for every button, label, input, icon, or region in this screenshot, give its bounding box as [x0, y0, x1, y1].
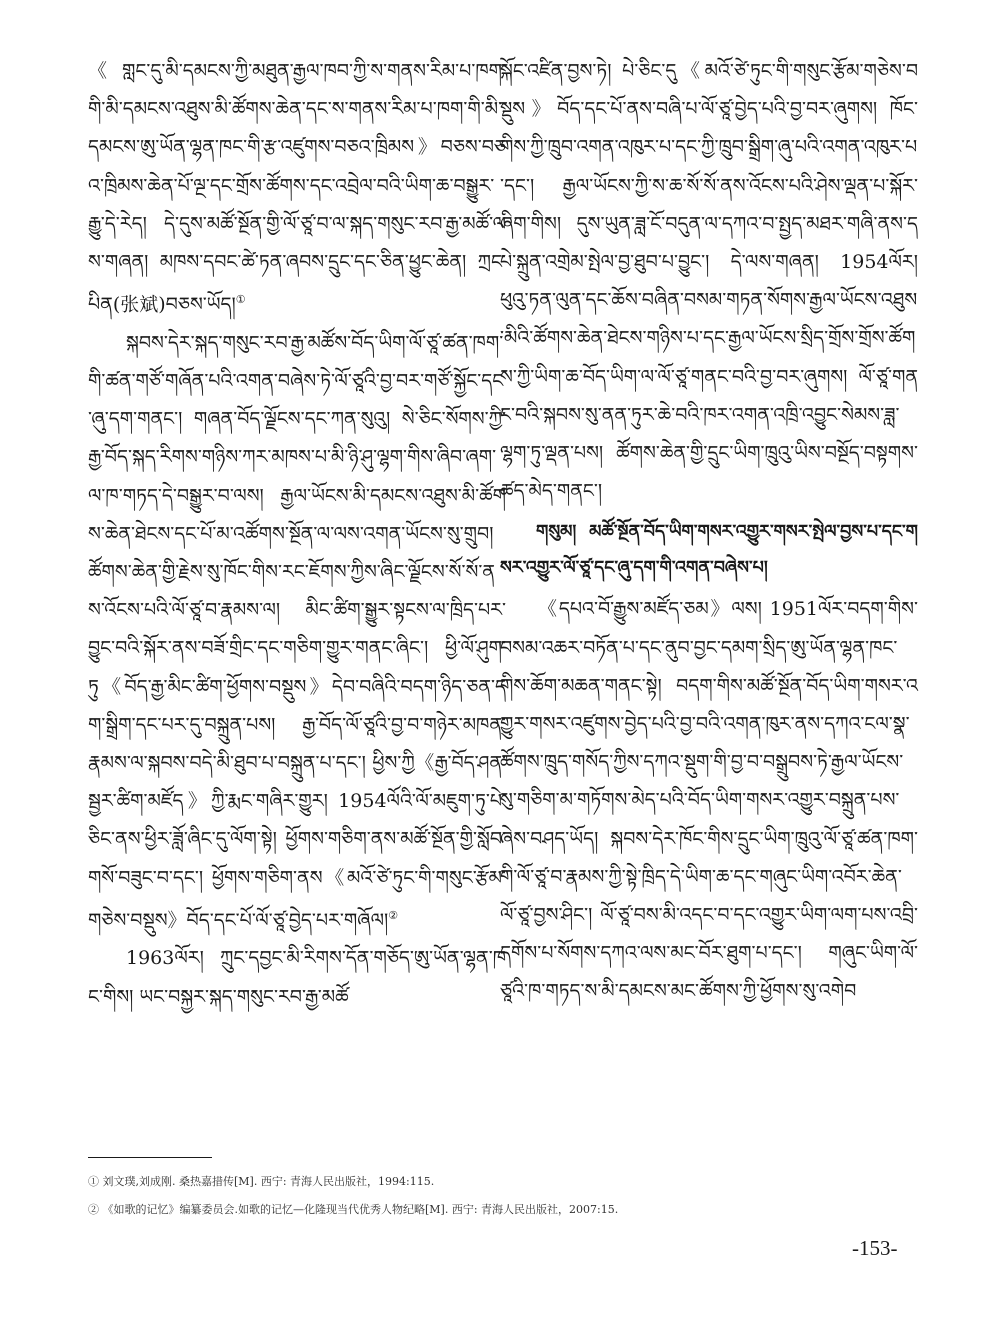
- paragraph-2-text: སྐབས་དེར་སྐད་གསུང་རབ་རྒྱ་མཚོས་བོད་ཡིག་ལོ་ཙཱ་ཚན་ཁག་གི་ཚན་གཙོ་གཞོན་པའི་འགན་བཞེས་ཏེ་ལོ་ཙཱའི་བྱ་བར་གཙོ་སྐྱོང་དང་ཞུ་དག་གནང་། གཞན་བོད་ལྗོངས་དང་ཀན་སུའུ། སེ་ཅིང་སོགས་ཀྱི་རྒྱ་བོད་སྐད་རིགས་གཉིས་ཀར་མཁས་པ་མི་ཉི་ཤུ་ལྷག་གིས་ཞིབ་ཞག་ལ་ཁ་གཏད་དེ་བསྒྱུར་བ་ལས། རྒྱལ་ཡོངས་མི་དམངས་འཐུས་མི་ཚོགས་ཆེན་ཐེངས་དང་པོ་མ་འཚོགས་སྔོན་ལ་ལས་འགན་ཡོངས་སུ་གྲུབ། ཚོགས་ཆེན་གྱི་རྗེས་སུ་ཁོང་གིས་རང་ཇོགས་ཀྱིས་ཞིང་ལྗོངས་སོ་སོ་ནས་འོངས་པའི་ལོ་ཙཱ་བ་རྣམས་ལ། མིང་ཚིག་སྒྱུར་སྟངས་ལ་ཁྲིད་པར་བྱུང་བའི་སྐོར་ནས་བཟོ་གྲིང་དང་གཅིག་གྱུར་གནང་ཞིང་། ཕྱི་ལོ་ཤུག་ཏུ《བོད་རྒྱ་མིང་ཚིག་ཕྱོགས་བསྡུས》དེབ་བཞིའི་བདག་ཉིད་ཅན་དག་སྒྲིག་དང་པར་དུ་བསྐྲུན་པས། རྒྱ་བོད་ལོ་ཙཱའི་བྱ་བ་གཉེར་མཁན་རྣམས་ལ་སྐབས་བདེ་མི་ཐུབ་པ་བསྐྲུན་པ་དང་། ཕྱིས་ཀྱི《རྒྱ་བོད་ཤན་སྦྱར་ཚིག་མཛོད》ཀྱི་རྨང་གཞིར་གྱུར། 1954ལོའི་ལོ་མཇུག་ཏུ་པེ་ཅིང་ནས་ཕྱིར་ཟློ་ཞིང་དུ་ལོག་སྟེ། ཕྱོགས་གཅིག་ནས་མཚོ་སྔོན་གྱི་སློབ་གསོ་བཟུང་བ་དང་། ཕྱོགས་གཅིག་ནས《མའོ་ཙེ་ཏུང་གི་གསུང་རྩོམ་གཅེས་བསྡུས》བོད་དང་པོ་ལོ་ཙཱ་བྱེད་པར་གཞོལ།: [88, 331, 506, 932]
- footnotes: [88, 1168, 948, 1224]
- footnote-divider: [88, 1157, 212, 1158]
- paragraph-1: [88, 52, 506, 324]
- footnote-ref-2[interactable]: ②: [388, 908, 399, 922]
- footnote-2: ② 《如歌的记忆》编纂委员会.如歌的记忆—化隆现当代优秀人物纪略[M]. 西宁: 青海人民出版社，2007:15.: [88, 1203, 619, 1216]
- paragraph-5: 《དཔའ་བོ་རྒྱུས་མཛོད་ཅམ》ལས། 1951ལོར་བདག་གིས་བསམ་འཆར་བཏོན་པ་དང་ནུབ་བྱང་དམག་སྲིད་ཨུ་ཡོན་ལྷན་ཁང་གིས་ཆོག་མཆན་གནང་སྟེ། བདག་གིས་མཚོ་སྔོན་བོད་ཡིག་གསར་འགྱུར་གསར་འཛུགས་བྱེད་པའི་བྱ་བའི་འགན་ཁུར་ནས་དཀའ་ངལ་སྣ་ཚོགས་ཁྲུད་གསོད་ཀྱིས་དཀའ་སྡུག་གི་བྱ་བ་བསྒྲུབས་ཏེ་རྒྱལ་ཡོངས་སུ་གཅིག་མ་གཏོགས་མེད་པའི་བོད་ཡིག་གསར་འགྱུར་བསྐྲུན་པས་ཞེས་བཤད་ཡོད། སྐབས་དེར་ཁོང་གིས་དྲུང་ཡིག་ཁྲུའུ་ལོ་ཙཱ་ཚན་ཁག་གི་ལོ་ཙཱ་བ་རྣམས་ཀྱི་སྟེ་ཁྲིད་དེ་ཡིག་ཆ་དང་གཞུང་ཡིག་འབོར་ཆེན་ལོ་ཙཱ་བྱས་ཤིང་། ལོ་ཙཱ་བས་མི་འདང་བ་དང་འགྱུར་ཡིག་ལག་པས་འབྲི་དགོས་པ་སོགས་དཀའ་ལས་མང་བོར་ཐུག་པ་དང་། གཞུང་ཡིག་ལོ་ཙཱའི་ཁ་གཏད་ས་མི་དམངས་མང་ཚོགས་ཀྱི་ཕྱོགས་སུ་འགེབ: [500, 598, 918, 1003]
- paragraph-4: སྐོང་འཛིན་བྱས་ཏེ། པེ་ཅིང་དུ《མའོ་ཙེ་ཏུང་གི་གསུང་རྩོམ་གཅེས་བསྡུས》བོད་དང་པོ་ནས་བཞི་པ་ལོ་ཙཱ་བྱེད་པའི་བྱ་བར་ཞུགས། ཁོང་གིས་ཀྱི་ཁྲུབ་འགན་འཁུར་པ་དང་ཀྱི་ཁྲུབ་སྒྲིག་ཞུ་པའི་འགན་འཁུར་པ་དང་། རྒྱལ་ཡོངས་ཀྱི་ས་ཆ་སོ་སོ་ནས་འོངས་པའི་ཤེས་ལྡན་པ་སྐོར་ཞིག་གིས། དུས་ཡུན་ཟླ་ངོ་བདུན་ལ་དཀའ་བ་སྤྱད་མཐར་གཞི་ནས་དཔེ་སྐྲུན་འགྲེམ་སྤེལ་བྱ་ཐུབ་པ་བྱུང་། དེ་ལས་གཞན། 1954ལོར། ཕུའུ་ཏན་ལུན་དང་ཆོས་བཞིན་བསམ་གཏན་སོགས་རྒྱལ་ཡོངས་འཐུས་མིའི་ཚོགས་ཆེན་ཐེངས་གཉིས་པ་དང་རྒྱལ་ཡོངས་སྲིད་གྲོས་གྲོས་ཚོགས་ཀྱི་ཡིག་ཆ་བོད་ཡིག་ལ་ལོ་ཙཱ་གནང་བའི་བྱ་བར་ཞུགས། ལོ་ཙཱ་གནང་བའི་སྐབས་སུ་ནན་ཏུར་ཆེ་བའི་ཁར་འགན་འཁྲི་འབྱུང་སེམས་ཟླ་ལྷག་ཏུ་ལྡན་པས། ཚོགས་ཆེན་གྱི་དྲུང་ཡིག་ཁྲུའུ་ཡིས་བསྔོད་བསྟགས་ཚད་མེད་གནང་།: [500, 60, 918, 503]
- right-column: [500, 52, 918, 1011]
- left-column: [88, 52, 506, 1016]
- paragraph-3: 1963ལོར། ཀྲུང་དབྱང་མི་རིགས་དོན་གཅོད་ཨུ་ཡོན་ལྷན་ཁང་གིས། ཡང་བསྐྱར་སྐད་གསུང་རབ་རྒྱ་མཚོ: [88, 947, 506, 1008]
- page-number: -153-: [852, 1236, 898, 1260]
- footnote-ref-1[interactable]: ①: [235, 293, 246, 307]
- paragraph-1-text: 《གླང་དུ་མི་དམངས་ཀྱི་མཐུན་རྒྱལ་ཁབ་ཀྱི་ས་གནས་རིམ་པ་ཁག་གི་མི་དམངས་འཐུས་མི་ཚོགས་ཆེན་དང་ས་གནས་རིམ་པ་ཁག་གི་མི་དམངས་ཨུ་ཡོན་ལྷན་ཁང་གི་རྩ་འཛུགས་བཅའ་ཁྲིམས》བཅས་བཅའ་ཁྲིམས་ཆེན་པོ་ལྔ་དང་གྲོས་ཚོགས་དང་འབྲེལ་བའི་ཡིག་ཆ་བསྒྱུར་རྒྱུ་དེ་རེད། དེ་དུས་མཚོ་སྔོན་གྱི་ལོ་ཙཱ་བ་ལ་སྐད་གསུང་རབ་རྒྱ་མཚོ་ལས་གཞན། མཁས་དབང་ཚེ་ཏན་ཞབས་དྲུང་དང་ཅིན་ཕྱུང་ཆེན། ཀྲང་པིན(张斌)བཅས་ཡོད།: [88, 60, 506, 316]
- footnote-1: ① 刘文璞,刘成刚. 桑热嘉措传[M]. 西宁: 青海人民出版社，1994:115.: [88, 1175, 435, 1188]
- paragraph-2: [88, 324, 506, 940]
- section-heading: གསུམ། མཚོ་སྔོན་བོད་ཡིག་གསར་འགྱུར་གསར་སྤེལ་བྱས་པ་དང་གསར་འགྱུར་ལོ་ཙཱ་དང་ཞུ་དག་གི་འགན་བཞེས་པ།: [500, 522, 918, 579]
